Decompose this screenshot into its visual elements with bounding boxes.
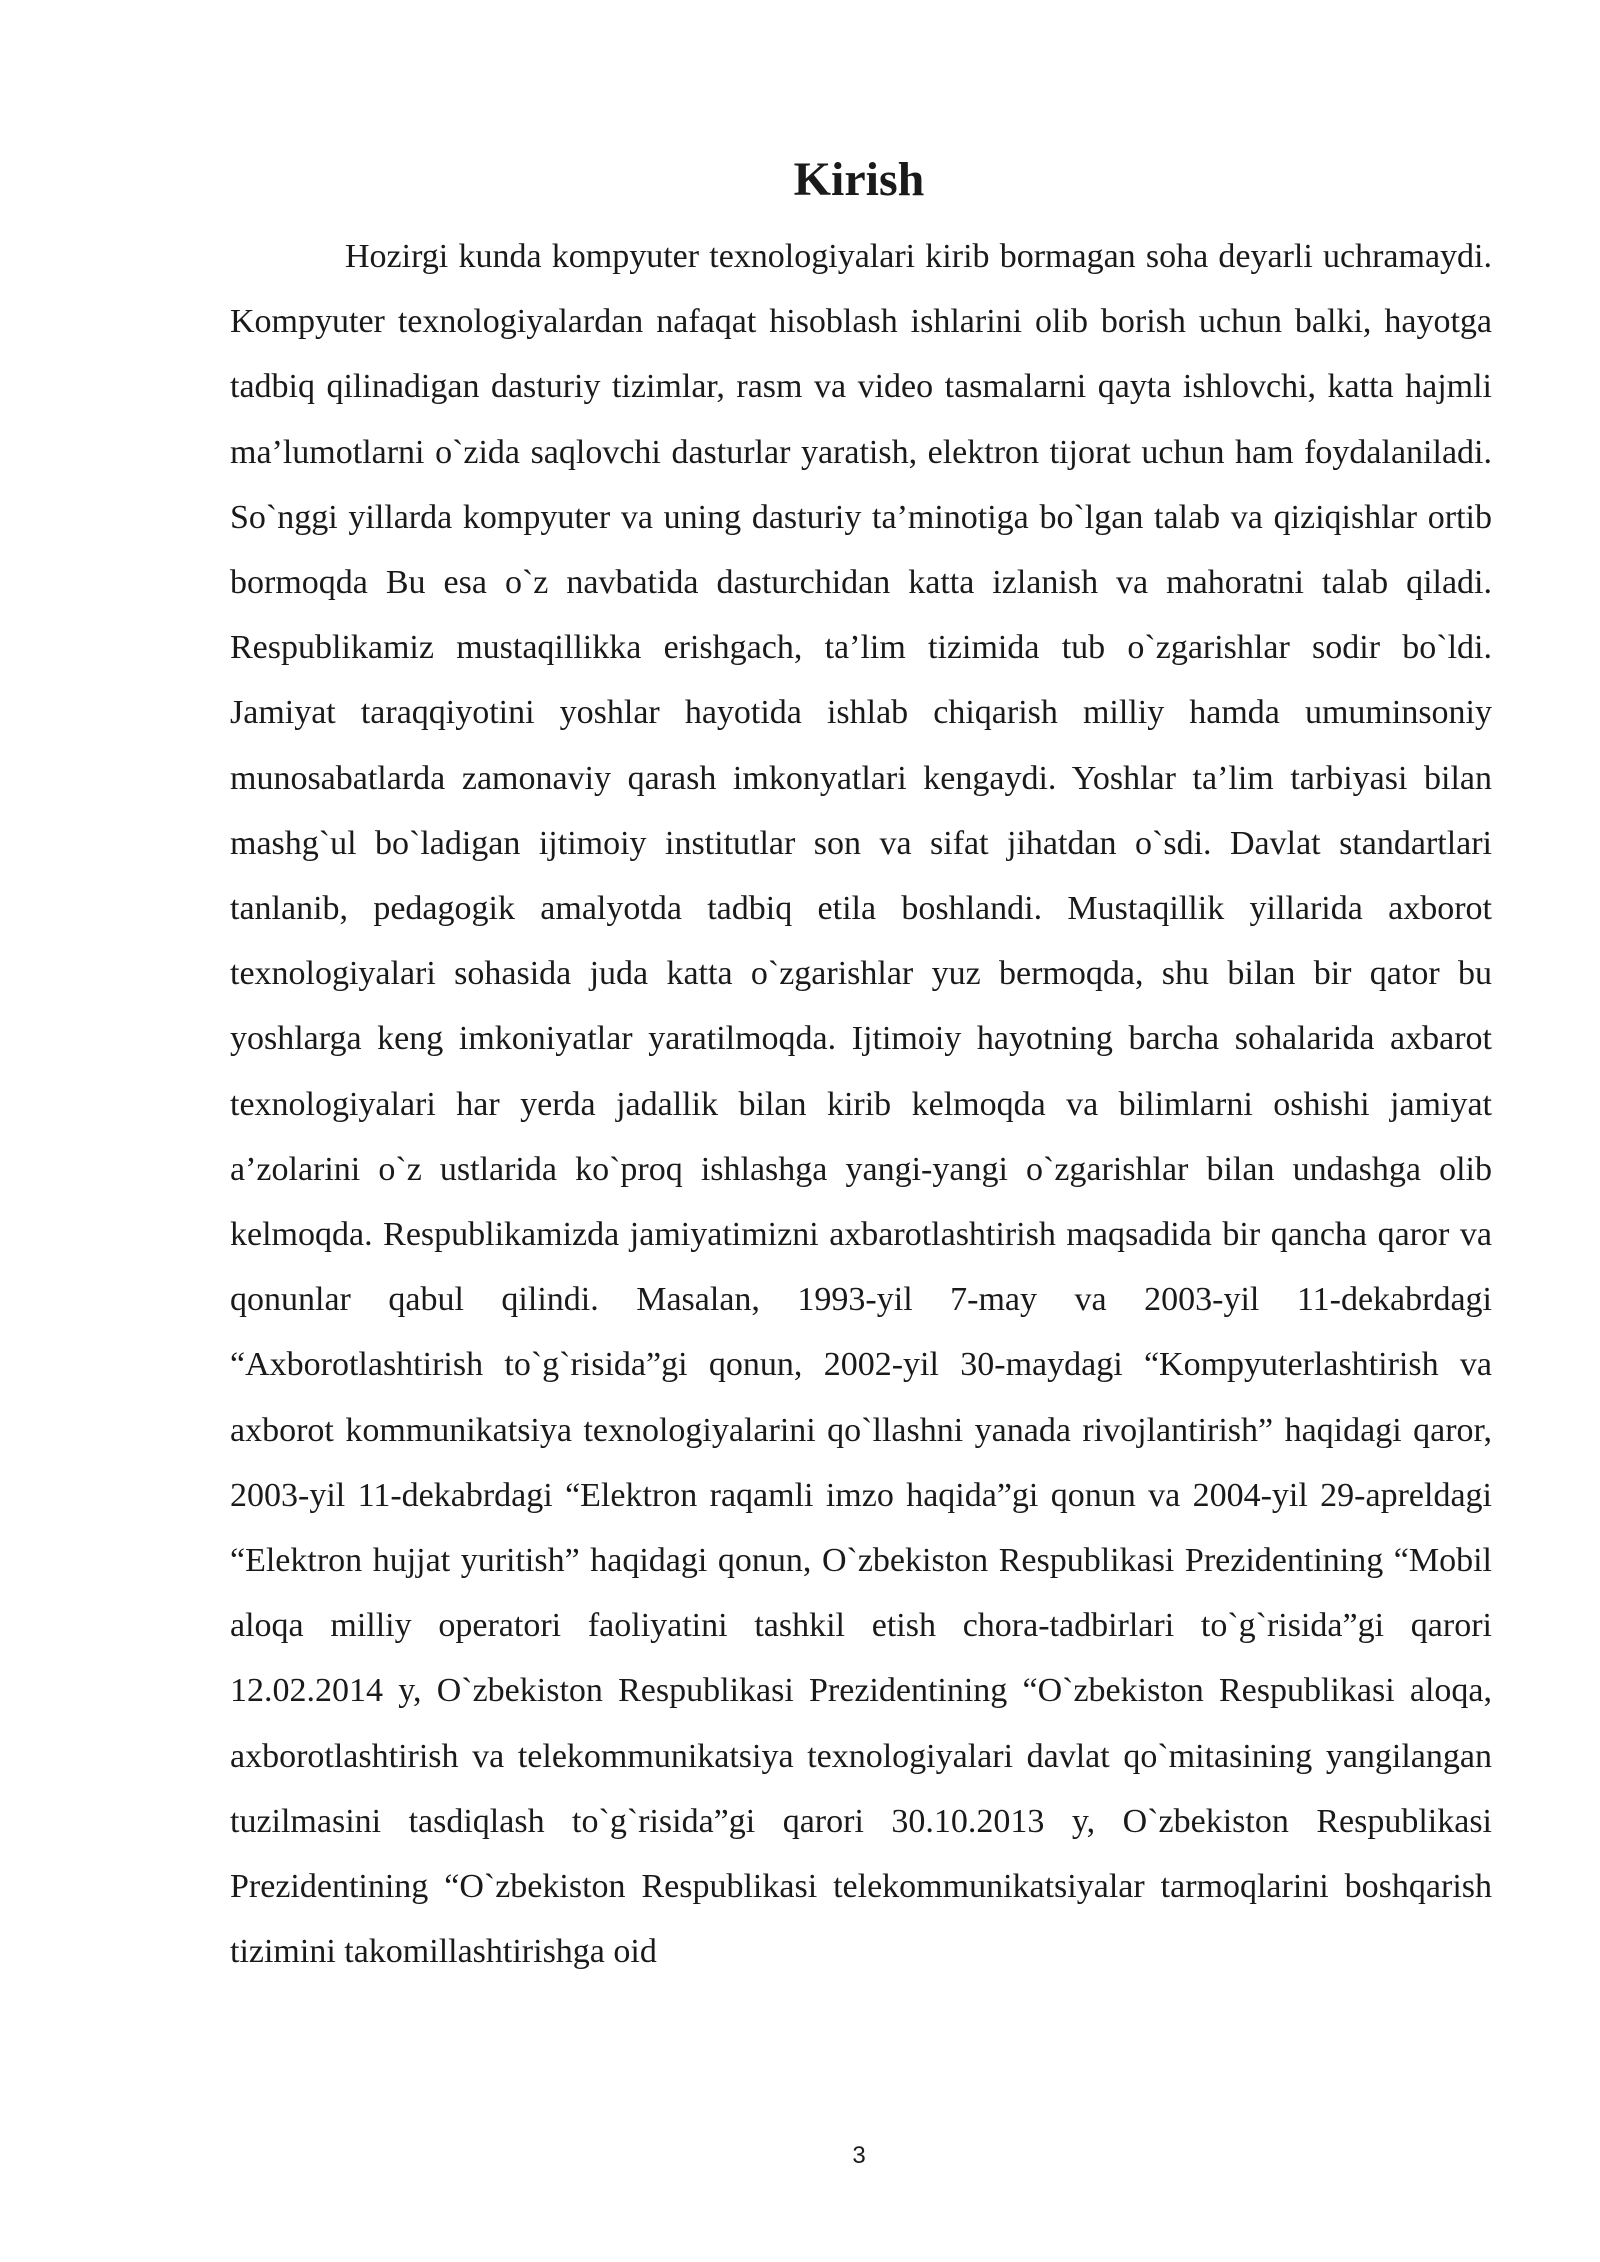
page-title: Kirish	[793, 153, 925, 206]
body-paragraph: Hozirgi kunda kompyuter texnologiyalari kirib bormagan soha deyarli uchramaydi. Kompyuter texnologiyalardan nafaqat hisoblash ishlarini olib borish uchun balki, hayotga tadbiq qilinadigan dasturiy tizimlar, rasm va video tasmalarni qayta ishlovchi, katta hajmli ma’lumotlarni o`zida saqlovchi dasturlar yaratish, elektron tijorat uchun ham foydalaniladi. So`nggi yillarda kompyuter va uning dasturiy ta’minotiga bo`lgan talab va qiziqishlar ortib bormoqda Bu esa o`z navbatida dasturchidan katta izlanish va mahoratni talab qiladi. Respublikamiz mustaqillikka erishgach, ta’lim tizimida tub o`zgarishlar sodir bo`ldi. Jamiyat taraqqiyotini yoshlar hayotida ishlab chiqarish milliy hamda umuminsoniy munosabatlarda zamonaviy qarash imkonyatlari kengaydi. Yoshlar ta’lim tarbiyasi bilan mashg`ul bo`ladigan ijtimoiy institutlar son va sifat jihatdan o`sdi. Davlat standartlari tanlanib, pedagogik amalyotda tadbiq etila boshlandi. Mustaqillik yillarida axborot texnologiyalari sohasida juda katta o`zgarishlar yuz bermoqda, shu bilan bir qator bu yoshlarga keng imkoniyatlar yaratilmoqda. Ijtimoiy hayotning barcha sohalarida axbarot texnologiyalari har yerda jadallik bilan kirib kelmoqda va bilimlarni oshishi jamiyat a’zolarini o`z ustlarida ko`proq ishlashga yangi-yangi o`zgarishlar bilan undashga olib kelmoqda. Respublikamizda jamiyatimizni axbarotlashtirish maqsadida bir qancha qaror va qonunlar qabul qilindi. Masalan, 1993-yil 7-may va 2003-yil 11-dekabrdagi “Axborotlashtirish to`g`risida”gi qonun, 2002-yil 30-maydagi “Kompyuterlashtirish va axborot kommunikatsiya texnologiyalarini qo`llashni yanada rivojlantirish” haqidagi qaror, 2003-yil 11-dekabrdagi “Elektron raqamli imzo haqida”gi qonun va 2004-yil 29-apreldagi “Elektron hujjat yuritish” haqidagi qonun, O`zbekiston Respublikasi Prezidentining “Mobil aloqa milliy operatori faoliyatini tashkil etish chora-tadbirlari to`g`risida”gi qarori 12.02.2014 y, O`zbekiston Respublikasi Prezidentining “O`zbekiston Respublikasi aloqa, axborotlashtirish va telekommunikatsiya texnologiyalari davlat qo`mitasining yangilangan tuzilmasini tasdiqlash to`g`risida”gi qarori 30.10.2013 y, O`zbekiston Respublikasi Prezidentining “O`zbekiston Respublikasi telekommunikatsiyalar tarmoqlarini boshqarish tizimini takomillashtirishga oid	[230, 238, 1492, 1971]
page-number: 3	[852, 2142, 866, 2169]
